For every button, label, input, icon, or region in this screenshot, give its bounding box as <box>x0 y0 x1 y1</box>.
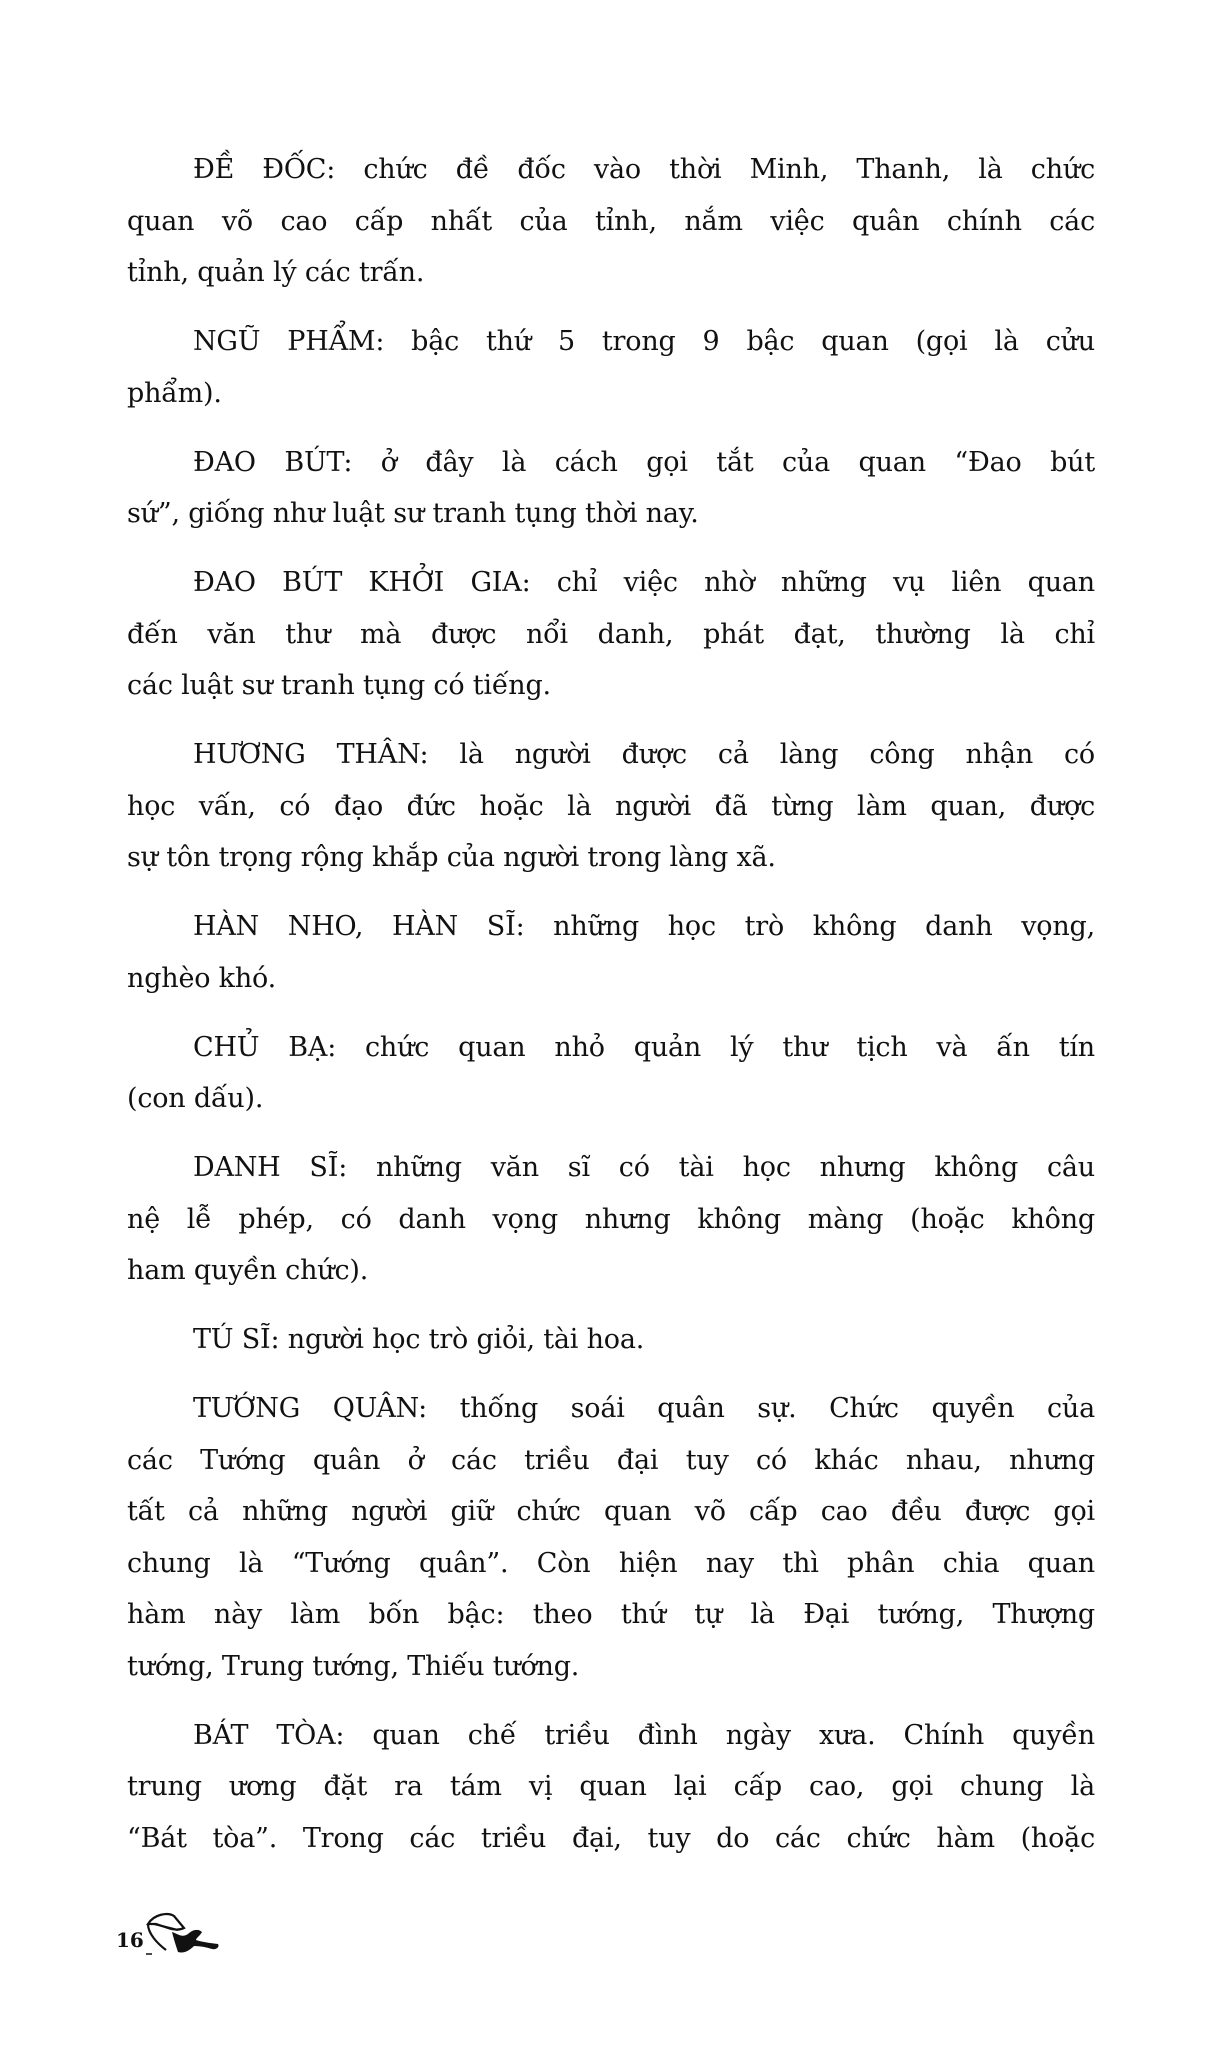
entry-line: chung là “Tướng quân”. Còn hiện nay thì phân chia quan <box>127 1547 1095 1579</box>
entry-line: tỉnh, quản lý các trấn. <box>127 257 425 288</box>
glossary-entry <box>127 901 1095 1004</box>
glossary-entry <box>127 557 1095 712</box>
glossary-entry <box>127 729 1095 884</box>
entry-line: nghèo khó. <box>127 962 276 994</box>
glossary-entry <box>127 316 1095 419</box>
entry-line: các Tướng quân ở các triều đại tuy có khác nhau, nhưng <box>127 1444 1095 1476</box>
entry-line: sứ”, giống như luật sư tranh tụng thời nay. <box>127 498 699 529</box>
entry-first-line: ĐỀ ĐỐC: chức đề đốc vào thời Minh, Thanh, là chức <box>193 154 1095 185</box>
entry-line: học vấn, có đạo đức hoặc là người đã từng làm quan, được <box>127 790 1095 822</box>
entry-first-line: TƯỚNG QUÂN: thống soái quân sự. Chức quyền của <box>193 1393 1095 1424</box>
entry-first-line: TÚ SĨ: người học trò giỏi, tài hoa. <box>193 1324 645 1355</box>
glossary-entry <box>127 1710 1095 1865</box>
glossary-entry <box>127 437 1095 540</box>
page-body <box>127 144 1095 1882</box>
entry-line: nệ lễ phép, có danh vọng nhưng không màng (hoặc không <box>127 1203 1095 1235</box>
entry-first-line: ĐAO BÚT KHỞI GIA: chỉ việc nhờ những vụ liên quan <box>193 567 1095 598</box>
entry-line: hàm này làm bốn bậc: theo thứ tự là Đại tướng, Thượng <box>127 1599 1095 1630</box>
glossary-entry <box>127 1142 1095 1297</box>
page-footer <box>116 1908 224 1958</box>
page-number: 16 <box>116 1928 144 1952</box>
entry-line: tướng, Trung tướng, Thiếu tướng. <box>127 1650 580 1682</box>
glossary-entry <box>127 1383 1095 1692</box>
entry-line: “Bát tòa”. Trong các triều đại, tuy do các chức hàm (hoặc <box>127 1822 1095 1854</box>
entry-line: quan võ cao cấp nhất của tỉnh, nắm việc quân chính các <box>127 205 1095 237</box>
glossary-entry <box>127 144 1095 299</box>
glossary-entry <box>127 1022 1095 1125</box>
entry-line: các luật sư tranh tụng có tiếng. <box>127 670 551 701</box>
entry-first-line: ĐAO BÚT: ở đây là cách gọi tắt của quan “Đao bút <box>193 446 1095 478</box>
entry-line: sự tôn trọng rộng khắp của người trong làng xã. <box>127 842 776 873</box>
entry-first-line: NGŨ PHẨM: bậc thứ 5 trong 9 bậc quan (gọi là cửu <box>193 326 1095 357</box>
quill-ornament-icon <box>144 1912 224 1958</box>
entry-first-line: BÁT TÒA: quan chế triều đình ngày xưa. Chính quyền <box>193 1719 1095 1751</box>
glossary-entry <box>127 1314 1095 1366</box>
entry-first-line: DANH SĨ: những văn sĩ có tài học nhưng không câu <box>193 1152 1095 1183</box>
entry-first-line: HƯƠNG THÂN: là người được cả làng công nhận có <box>193 739 1095 770</box>
entry-line: (con dấu). <box>127 1083 264 1114</box>
entry-first-line: HÀN NHO, HÀN SĨ: những học trò không danh vọng, <box>193 911 1095 942</box>
entry-line: ham quyền chức). <box>127 1255 369 1286</box>
entry-line: đến văn thư mà được nổi danh, phát đạt, thường là chỉ <box>127 618 1095 650</box>
entry-line: tất cả những người giữ chức quan võ cấp cao đều được gọi <box>127 1496 1095 1527</box>
entry-first-line: CHỦ BẠ: chức quan nhỏ quản lý thư tịch và ấn tín <box>193 1031 1095 1063</box>
entry-line: phẩm). <box>127 377 222 409</box>
entry-line: trung ương đặt ra tám vị quan lại cấp cao, gọi chung là <box>127 1771 1095 1802</box>
